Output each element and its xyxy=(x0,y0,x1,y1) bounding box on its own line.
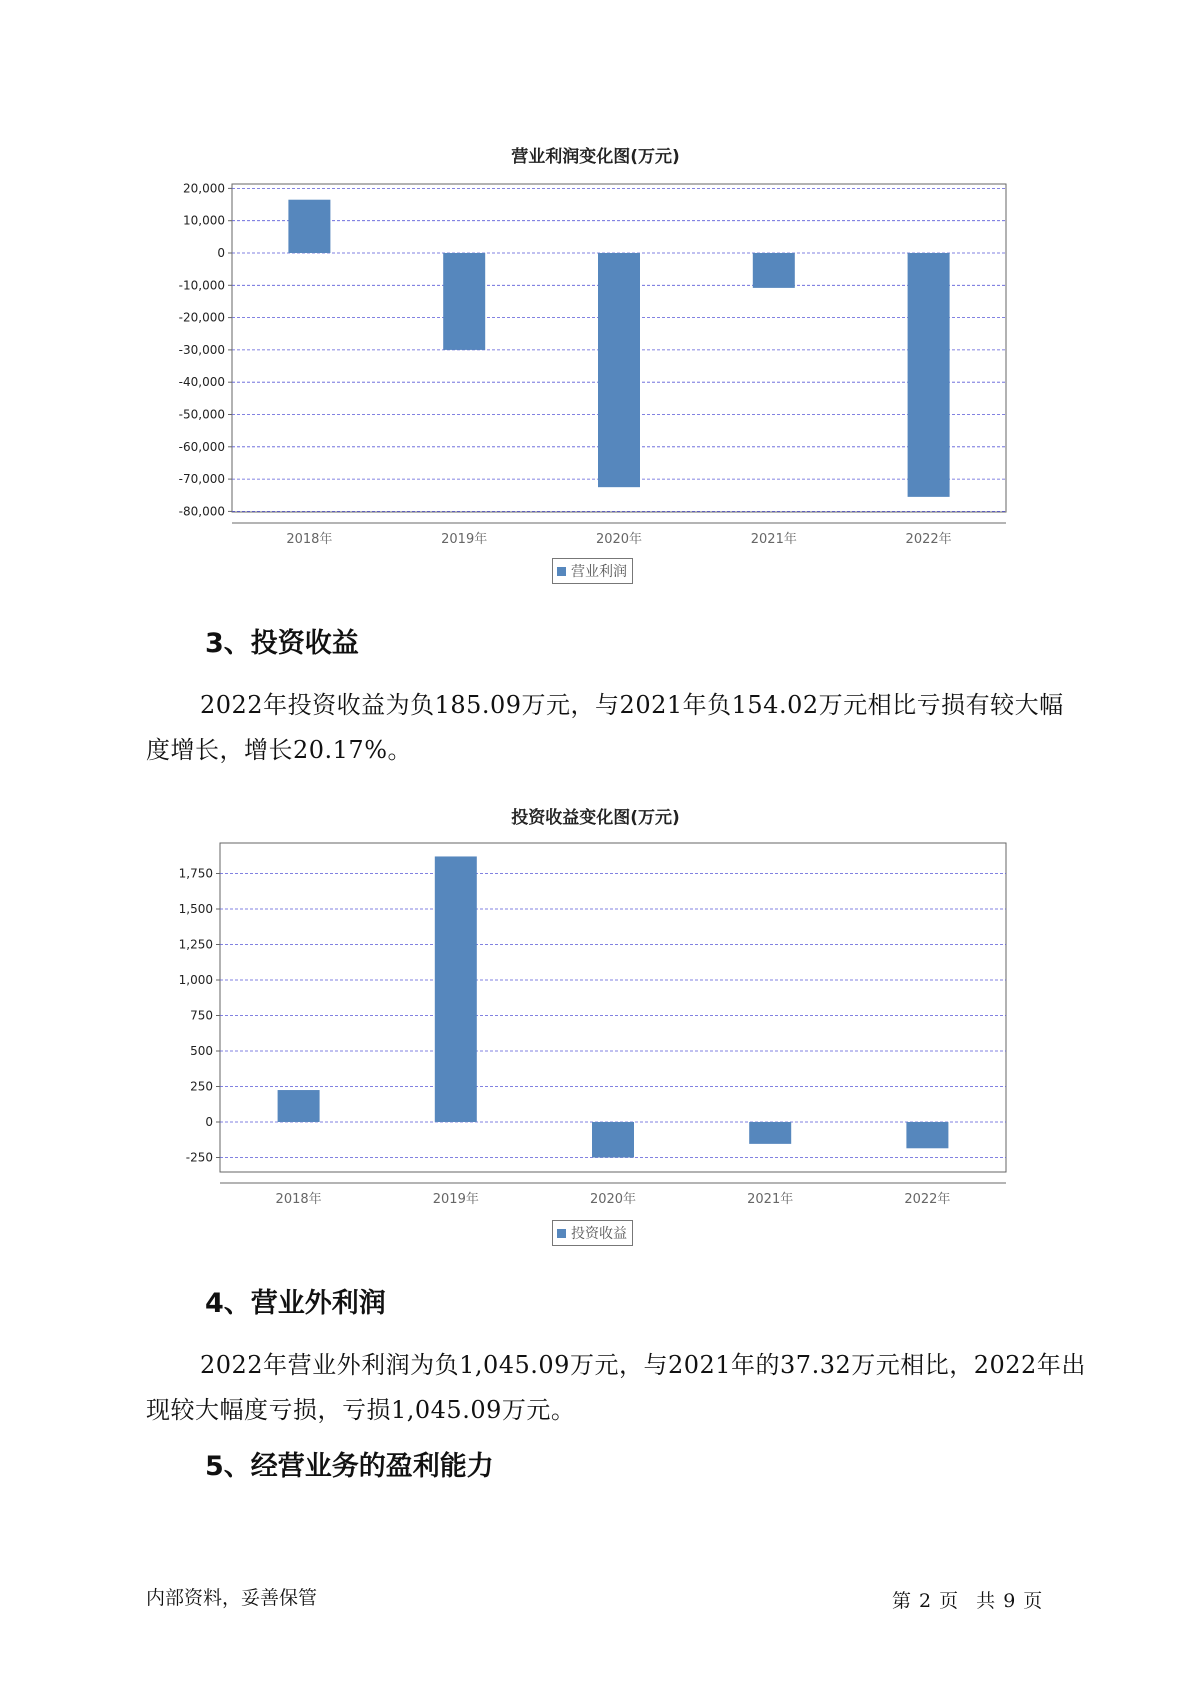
y-tick-label: -40,000 xyxy=(178,375,225,390)
section-4-heading: 4、营业外利润 xyxy=(205,1288,386,1319)
page-label-prefix: 第 xyxy=(892,1590,912,1612)
y-tick-label: 1,000 xyxy=(178,973,213,987)
x-category-label: 2020年 xyxy=(589,1192,637,1207)
y-tick-label: 500 xyxy=(190,1044,213,1058)
x-category-label: 2019年 xyxy=(441,532,488,547)
footer-confidential-note: 内部资料，妥善保管 xyxy=(146,1587,318,1609)
total-label-suffix: 页 xyxy=(1023,1590,1043,1612)
section-3-heading: 3、投资收益 xyxy=(205,628,359,659)
bar xyxy=(592,1122,634,1158)
y-tick-label: 250 xyxy=(190,1079,213,1094)
y-tick-label: 1,250 xyxy=(178,937,213,952)
section-3-paragraph: 2022年投资收益为负185.09万元，与2021年负154.02万元相比亏损有较大幅度增长，增长20.17%。 xyxy=(146,691,1064,764)
y-tick-label: -10,000 xyxy=(178,278,225,293)
y-tick-label: 20,000 xyxy=(183,181,225,196)
y-tick-label: 750 xyxy=(190,1008,213,1023)
y-tick-label: 0 xyxy=(205,1115,213,1129)
x-category-label: 2018年 xyxy=(286,532,333,547)
y-tick-label: -50,000 xyxy=(178,407,225,422)
chart-legend xyxy=(552,1220,633,1246)
y-tick-label: 10,000 xyxy=(183,213,225,228)
footer-page-info xyxy=(892,1586,1050,1613)
total-label-prefix: 共 xyxy=(976,1590,996,1612)
total-pages: 9 xyxy=(1003,1590,1016,1612)
x-category-label: 2022年 xyxy=(905,532,952,547)
y-tick-label: -30,000 xyxy=(178,342,225,357)
bar xyxy=(906,1122,948,1148)
x-category-label: 2021年 xyxy=(750,532,797,547)
chart-title: 营业利润变化图(万元) xyxy=(511,147,680,167)
legend-label: 营业利润 xyxy=(571,564,627,580)
bar xyxy=(749,1122,791,1144)
legend-label: 投资收益 xyxy=(571,1226,627,1242)
bar xyxy=(278,1090,320,1122)
y-tick-label: 0 xyxy=(217,246,225,260)
section-4-paragraph: 2022年营业外利润为负1,045.09万元，与2021年的37.32万元相比，2022年出现较大幅度亏损，亏损1,045.09万元。 xyxy=(146,1351,1086,1424)
y-tick-label: -250 xyxy=(185,1150,213,1165)
y-tick-label: 1,500 xyxy=(178,902,213,916)
chart-title: 投资收益变化图(万元) xyxy=(511,808,680,828)
x-category-label: 2019年 xyxy=(432,1192,479,1207)
x-category-label: 2022年 xyxy=(904,1192,951,1207)
x-category-label: 2021年 xyxy=(747,1192,794,1207)
x-category-label: 2018年 xyxy=(275,1192,322,1207)
bar xyxy=(435,856,477,1122)
y-tick-label: -60,000 xyxy=(178,439,225,454)
y-tick-label: -80,000 xyxy=(178,504,225,519)
page-number: 2 xyxy=(919,1590,932,1612)
x-category-label: 2020年 xyxy=(595,532,643,547)
section-5-heading: 5、经营业务的盈利能力 xyxy=(205,1451,494,1482)
legend-swatch xyxy=(557,1229,566,1238)
y-tick-label: -70,000 xyxy=(178,472,225,487)
page-label-mid: 页 xyxy=(939,1590,959,1612)
y-tick-label: -20,000 xyxy=(178,310,225,325)
y-tick-label: 1,750 xyxy=(178,866,213,881)
